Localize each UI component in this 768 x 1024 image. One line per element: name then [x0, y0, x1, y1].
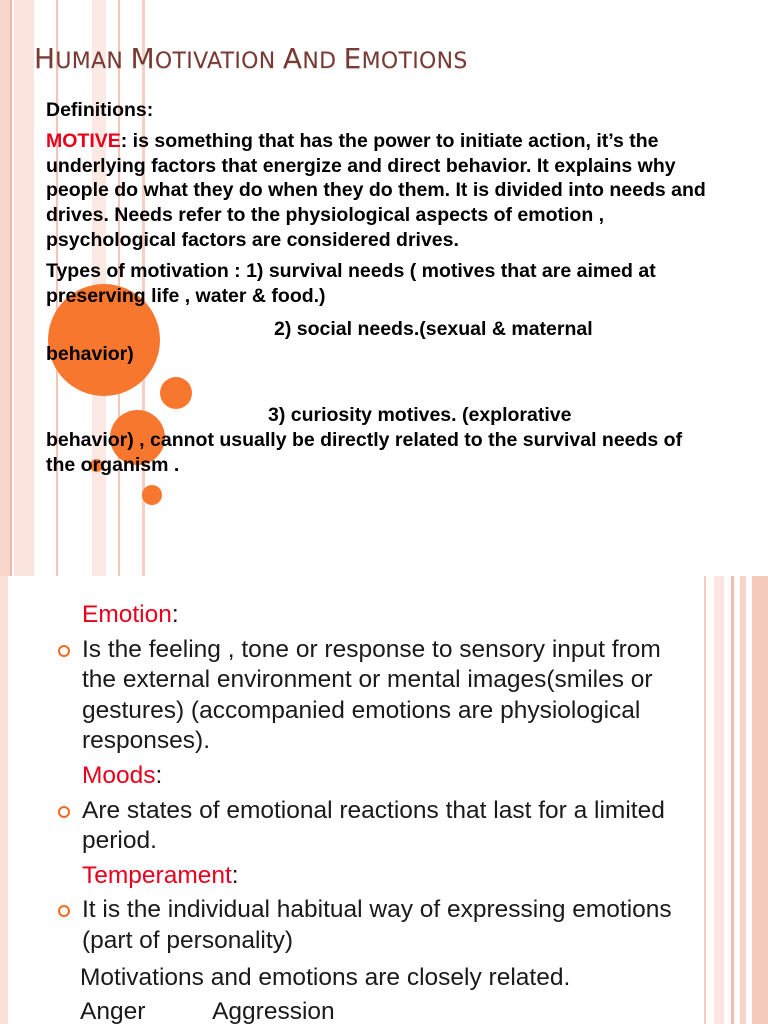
- motive-term: MOTIVE: [46, 129, 121, 152]
- moods-bullet: Are states of emotional reactions that last for a limited period.: [56, 796, 696, 857]
- decorative-stripe: [10, 0, 12, 576]
- slide-body: [56, 600, 696, 1024]
- curiosity-motives-continuation: behavior) , cannot usually be directly related to the survival needs of the organism .: [46, 428, 683, 476]
- slide-body: [46, 98, 716, 477]
- moods-heading: Moods:: [82, 761, 163, 789]
- decorative-stripe: [740, 576, 746, 1024]
- decorative-stripe: [714, 576, 724, 1024]
- decorative-circle-tiny: [142, 485, 162, 505]
- types-of-motivation: Types of motivation : 1) survival needs ( motives that are aimed at preserving life , water & food.): [46, 259, 656, 307]
- decorative-stripe: [731, 576, 734, 1024]
- social-needs-line: 2) social needs.(sexual & maternal: [274, 318, 593, 341]
- decorative-stripe: [704, 576, 706, 1024]
- bullet-circle-icon: [58, 806, 70, 818]
- decorative-stripe: [752, 576, 768, 1024]
- decorative-stripe: [0, 576, 8, 1024]
- slide-emotions: [0, 576, 768, 1024]
- decorative-stripe: [0, 0, 10, 576]
- bullet-circle-icon: [58, 645, 70, 657]
- motive-text: : is something that has the power to initiate action, it’s the underlying factors that energize and direct behavior. It explains why people do what they do when they do them. It is divided into needs and drives. Needs refer to the physiological aspects of emotion , psychological factors are considered drives.: [46, 129, 706, 251]
- temperament-heading: Temperament:: [82, 861, 239, 889]
- decorative-stripe: [14, 0, 34, 576]
- slide-title: HUMAN MOTIVATION AND EMOTIONS: [34, 42, 468, 75]
- bullet-circle-icon: [58, 905, 70, 917]
- cut-off-line: Anger Aggression: [80, 998, 335, 1024]
- curiosity-motives-line: 3) curiosity motives. (explorative: [268, 403, 572, 426]
- emotion-heading: Emotion:: [82, 601, 179, 628]
- definitions-label: Definitions:: [46, 99, 154, 121]
- emotion-bullet: Is the feeling , tone or response to sensory input from the external environment or mental images(smiles or gestures) (accompanied emotions are physiological responses).: [56, 635, 696, 757]
- temperament-bullet: It is the individual habitual way of expressing emotions (part of personality): [56, 895, 696, 956]
- social-needs-continuation: behavior): [46, 343, 134, 366]
- closing-statement: Motivations and emotions are closely related.: [80, 963, 571, 991]
- motive-definition: [46, 129, 716, 253]
